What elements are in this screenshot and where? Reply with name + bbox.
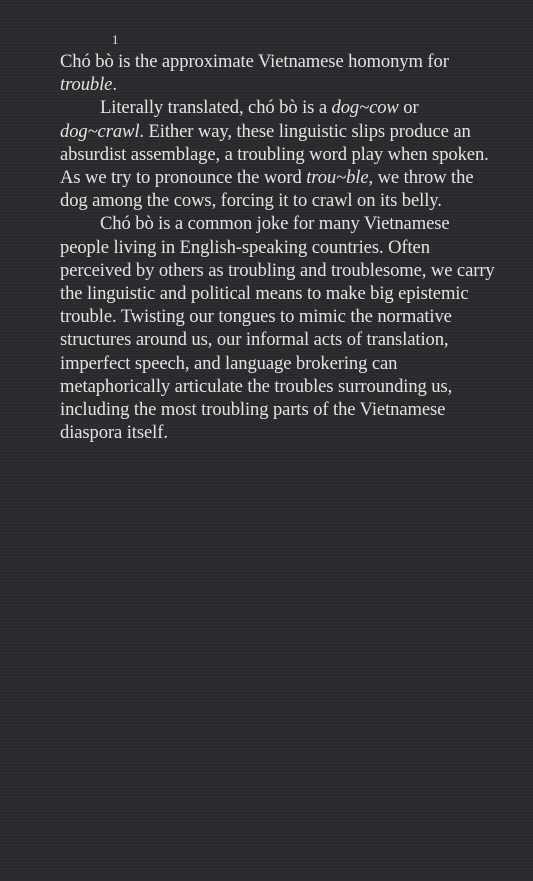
text-segment: Chó bò is the approximate Vietnamese homonym for [60, 51, 449, 72]
text-segment: . [112, 74, 117, 96]
italic-term-dog-cow: dog~cow [331, 97, 399, 119]
paragraph-2 [60, 96, 500, 212]
page-number: 1 [112, 32, 119, 47]
text-segment: or [398, 97, 419, 119]
italic-term-dog-crawl: dog~crawl [60, 120, 140, 142]
text-segment: Chó bò is a common joke for many Vietnamese people living in English-speaking countries. Often perceived by others as troubling and troublesome, we carry the linguistic and political means to make big epistemic trouble. Twisting our tongues to mimic the normative structures around us, our informal acts of translation, imperfect speech, and language brokering can metaphorically articulate the troubles surrounding us, including the most troubling parts of the Vietnamese diaspora itself. [60, 213, 495, 444]
italic-term-trou-ble: trou~ble [306, 167, 369, 189]
text-segment: . Either way, these linguistic slips produce an absurdist assemblage, a troubling word play when spoken. As we try to pronounce the word [60, 120, 489, 189]
paragraph-1 [60, 50, 500, 96]
italic-term-trouble: trouble [60, 74, 113, 96]
paragraph-3 [60, 212, 500, 444]
text-segment: Literally translated, chó bò is a [100, 97, 332, 119]
text-segment: , we throw the dog among the cows, forcing it to crawl on its belly. [60, 167, 474, 212]
body-text [60, 30, 500, 444]
